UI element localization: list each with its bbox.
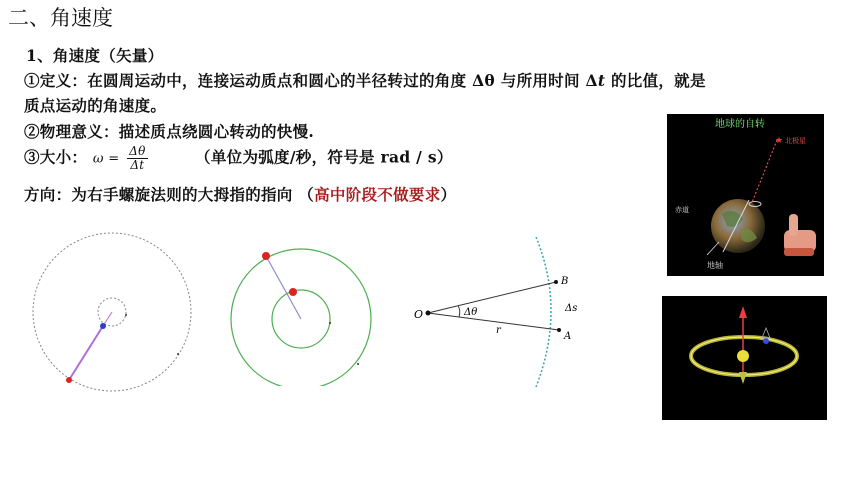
- direction-note: 高中阶段不做要求: [314, 185, 441, 204]
- cyan-dashed-arc: [536, 237, 551, 387]
- delta-t-symbol: Δt: [585, 71, 606, 90]
- definition-suffix: 的比值，就是: [605, 71, 706, 90]
- delta-theta-symbol: Δθ: [472, 71, 496, 90]
- polaris-label: 北极星: [785, 137, 806, 145]
- radius-OA: [428, 313, 559, 330]
- formula-denominator: Δt: [130, 158, 145, 172]
- direction-close: ）: [440, 185, 457, 204]
- slide-title: 二、角速度: [8, 6, 113, 30]
- meaning-line: ②物理意义：描述质点绕圆心转动的快慢.: [24, 122, 315, 141]
- label-O: O: [414, 308, 424, 321]
- earth-globe: [711, 199, 765, 253]
- definition-prefix: ①定义：在圆周运动中，连接运动质点和圆心的半径转过的角度: [24, 71, 473, 90]
- label-delta-s: Δs: [565, 303, 578, 314]
- direction-text: 方向：为右手螺旋法则的大拇指的指向 （: [24, 185, 315, 204]
- angle-arc-mark: [458, 306, 460, 317]
- center-ball: [737, 350, 749, 362]
- label-A: A: [564, 331, 572, 342]
- unit-prefix: （单位为弧度/秒，符号是: [195, 147, 381, 167]
- definition-line-2: 质点运动的角速度。: [24, 96, 167, 115]
- concentric-dashed-circles-diagram: [28, 226, 196, 396]
- concentric-green-circles-diagram: [227, 236, 379, 386]
- blue-orbit-point: [763, 338, 769, 344]
- inner-red-point: [289, 288, 297, 296]
- radius-OB: [428, 282, 556, 313]
- purple-radius-line: [69, 326, 103, 380]
- formula-lhs: ω =: [92, 151, 120, 167]
- label-r: r: [496, 325, 501, 336]
- point-B: [554, 280, 558, 284]
- outer-red-point: [262, 252, 270, 260]
- point-A: [557, 328, 561, 332]
- orbit-rotation-image: [662, 296, 827, 420]
- axis-label: 地轴: [707, 261, 723, 270]
- definition-mid: 与所用时间: [495, 71, 586, 90]
- center-O-point: [426, 311, 431, 316]
- unit-suffix: ）: [436, 147, 453, 167]
- size-line: [24, 145, 453, 172]
- label-delta-theta: Δθ: [464, 307, 478, 318]
- label-B: B: [561, 276, 569, 287]
- outer-green-circle: [231, 249, 371, 386]
- definition-line-1: [24, 69, 706, 91]
- sub-heading: 1、角速度（矢量）: [26, 46, 164, 65]
- red-point: [66, 377, 72, 383]
- equator-label: 赤道: [675, 206, 689, 214]
- formula-fraction: [127, 145, 148, 172]
- size-label: ③大小：: [24, 147, 88, 167]
- angle-arc-diagram: [408, 232, 590, 392]
- blue-point: [100, 323, 106, 329]
- direction-line: [24, 183, 456, 205]
- star-icon: ★: [775, 136, 784, 146]
- unit-symbol: rad / s: [380, 147, 437, 167]
- earth-rotation-image: [667, 114, 824, 276]
- earth-caption: 地球的自转: [715, 119, 765, 130]
- outer-radius-line: [266, 256, 301, 319]
- formula-numerator: Δθ: [129, 144, 146, 158]
